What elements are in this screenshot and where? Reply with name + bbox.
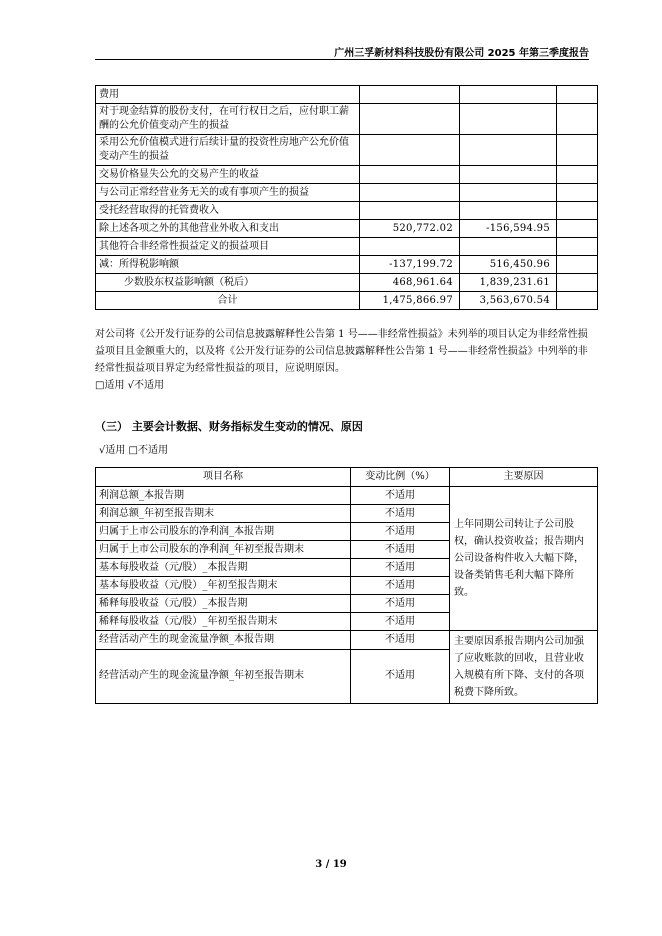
change-ratio: 不适用 xyxy=(351,595,450,613)
row-label: 费用 xyxy=(96,86,360,104)
non-recurring-gains-table xyxy=(95,85,598,310)
item-name: 归属于上市公司股东的净利润_年初至报告期末 xyxy=(96,541,351,559)
row-current xyxy=(360,104,460,135)
row-note xyxy=(557,220,598,238)
row-ytd xyxy=(460,166,557,184)
item-name: 归属于上市公司股东的净利润_本报告期 xyxy=(96,523,351,541)
row-label: 合计 xyxy=(96,292,360,310)
item-name: 稀释每股收益（元/股）_本报告期 xyxy=(96,595,351,613)
row-note xyxy=(557,184,598,202)
row-note xyxy=(557,256,598,274)
table-row xyxy=(96,238,598,256)
row-ytd xyxy=(460,135,557,166)
row-current: 468,961.64 xyxy=(360,274,460,292)
item-name: 利润总额_本报告期 xyxy=(96,487,351,505)
item-name: 基本每股收益（元/股）_本报告期 xyxy=(96,559,351,577)
table-header-row xyxy=(96,468,598,487)
header-ratio: 变动比例（%） xyxy=(351,468,450,487)
change-ratio: 不适用 xyxy=(351,487,450,505)
change-ratio: 不适用 xyxy=(351,577,450,595)
row-current xyxy=(360,86,460,104)
row-label: 减：所得税影响额 xyxy=(96,256,360,274)
row-ytd xyxy=(460,202,557,220)
row-note xyxy=(557,86,598,104)
row-current xyxy=(360,166,460,184)
change-ratio: 不适用 xyxy=(351,631,450,650)
table-row xyxy=(96,220,598,238)
change-ratio: 不适用 xyxy=(351,523,450,541)
item-name: 利润总额_年初至报告期末 xyxy=(96,505,351,523)
change-ratio: 不适用 xyxy=(351,541,450,559)
report-header: 广州三孚新材料科技股份有限公司 2025 年第三季度报告 xyxy=(334,48,589,59)
row-current: 1,475,866.97 xyxy=(360,292,460,310)
row-current: 520,772.02 xyxy=(360,220,460,238)
header-rule xyxy=(95,59,589,60)
table-row xyxy=(96,274,598,292)
row-label: 少数股东权益影响额（税后） xyxy=(96,274,360,292)
row-note xyxy=(557,166,598,184)
table-row xyxy=(96,487,598,505)
row-label: 与公司正常经营业务无关的或有事项产生的损益 xyxy=(96,184,360,202)
row-current xyxy=(360,184,460,202)
table-row xyxy=(96,86,598,104)
row-current: -137,199.72 xyxy=(360,256,460,274)
row-current xyxy=(360,135,460,166)
table-row xyxy=(96,166,598,184)
table-row xyxy=(96,256,598,274)
table-row xyxy=(96,104,598,135)
table-row xyxy=(96,202,598,220)
page-number: 3 / 19 xyxy=(315,859,347,870)
row-ytd: 1,839,231.61 xyxy=(460,274,557,292)
main-reason: 上年同期公司转让子公司股权，确认投资收益；报告期内公司设备构件收入大幅下降，设备类销售毛利大幅下降所致。 xyxy=(450,487,598,631)
row-note xyxy=(557,135,598,166)
table-row xyxy=(96,135,598,166)
row-label: 对于现金结算的股份支付，在可行权日之后，应付职工薪酬的公允价值变动产生的损益 xyxy=(96,104,360,135)
row-label: 受托经营取得的托管费收入 xyxy=(96,202,360,220)
row-note xyxy=(557,104,598,135)
change-ratio: 不适用 xyxy=(351,649,450,704)
change-ratio: 不适用 xyxy=(351,559,450,577)
section-applicability: √适用 □不适用 xyxy=(99,445,168,456)
item-name: 基本每股收益（元/股）_年初至报告期末 xyxy=(96,577,351,595)
main-reason: 主要原因系报告期内公司加强了应收账款的回收，且营业收入规模有所下降、支付的各项税费下降所致。 xyxy=(450,631,598,704)
key-data-change-table xyxy=(95,467,598,704)
row-ytd xyxy=(460,104,557,135)
table-row xyxy=(96,631,598,650)
table-row xyxy=(96,184,598,202)
table-row-total xyxy=(96,292,598,310)
explanation-paragraph xyxy=(95,326,595,394)
row-note xyxy=(557,292,598,310)
row-label: 采用公允价值模式进行后续计量的投资性房地产公允价值变动产生的损益 xyxy=(96,135,360,166)
row-label: 其他符合非经常性损益定义的损益项目 xyxy=(96,238,360,256)
row-ytd xyxy=(460,184,557,202)
item-name: 稀释每股收益（元/股）_年初至报告期末 xyxy=(96,613,351,631)
row-ytd: 516,450.96 xyxy=(460,256,557,274)
row-note xyxy=(557,238,598,256)
applicability-status: □适用 √不适用 xyxy=(95,380,164,391)
explanation-text: 对公司将《公开发行证券的公司信息披露解释性公告第 1 号——非经常性损益》未列举的项目认定为非经常性损益项目且金额重大的，以及将《公开发行证券的公司信息披露解释性公告第 1 号——非经常性损益》中列举的非经常性损益项目界定为经常性损益的项目，应说明原因。 xyxy=(95,329,588,374)
row-note xyxy=(557,274,598,292)
row-ytd xyxy=(460,86,557,104)
section-title: （三） 主要会计数据、财务指标发生变动的情况、原因 xyxy=(95,420,363,433)
change-ratio: 不适用 xyxy=(351,505,450,523)
row-current xyxy=(360,238,460,256)
row-label: 交易价格显失公允的交易产生的收益 xyxy=(96,166,360,184)
header-reason: 主要原因 xyxy=(450,468,598,487)
row-ytd: -156,594.95 xyxy=(460,220,557,238)
row-current xyxy=(360,202,460,220)
row-ytd xyxy=(460,238,557,256)
row-note xyxy=(557,202,598,220)
change-ratio: 不适用 xyxy=(351,613,450,631)
item-name: 经营活动产生的现金流量净额_年初至报告期末 xyxy=(96,649,351,704)
header-item: 项目名称 xyxy=(96,468,351,487)
row-ytd: 3,563,670.54 xyxy=(460,292,557,310)
row-label: 除上述各项之外的其他营业外收入和支出 xyxy=(96,220,360,238)
item-name: 经营活动产生的现金流量净额_本报告期 xyxy=(96,631,351,650)
